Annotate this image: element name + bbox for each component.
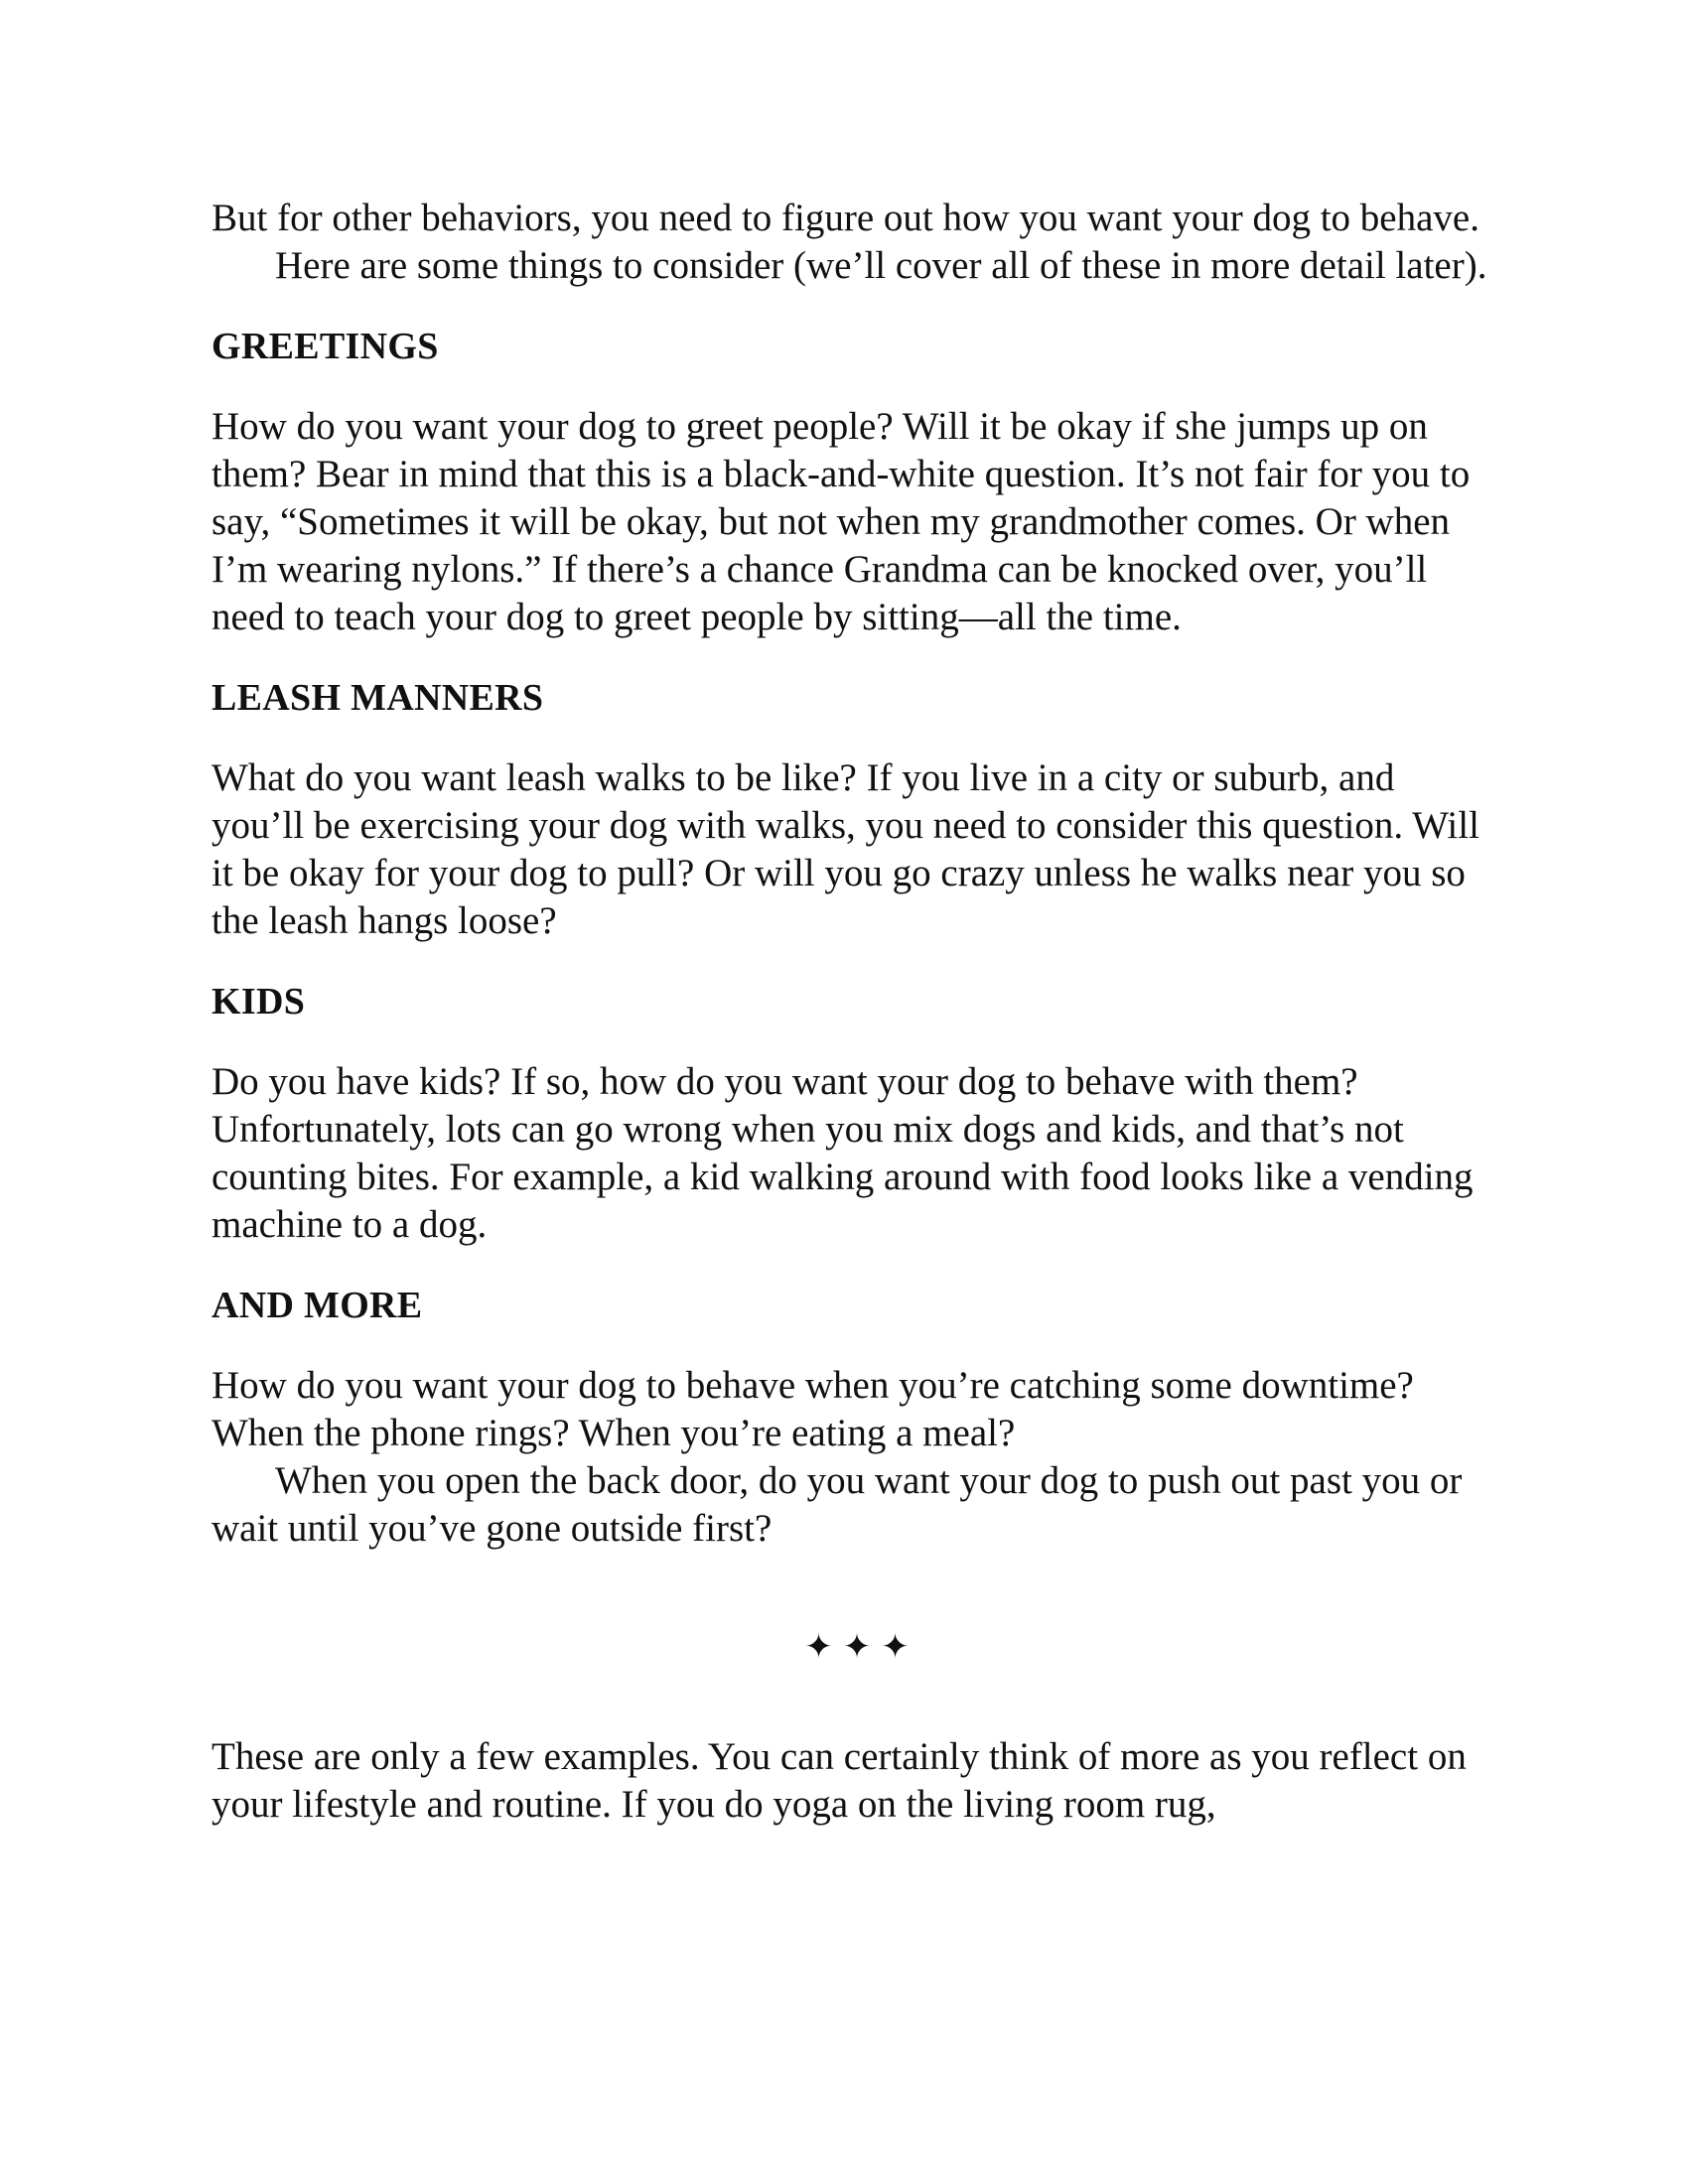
section-heading-leash-manners: LEASH MANNERS	[211, 677, 544, 719]
page-body	[211, 195, 1492, 1829]
section-heading-and-more: AND MORE	[211, 1285, 423, 1326]
intro-paragraph-1: But for other behaviors, you need to figure out how you want your dog to behave.	[211, 197, 1479, 239]
leash-manners-paragraph: What do you want leash walks to be like? If you live in a city or suburb, and you’ll be exercising your dog with walks, you need to consider this question. Will it be okay for your dog to pull? Or will you go crazy unless he walks near you so the leash hangs loose?	[211, 756, 1479, 942]
closing-paragraph: These are only a few examples. You can certainly think of more as you reflect on your lifestyle and routine. If you do yoga on the living room rug,	[211, 1735, 1467, 1826]
section-heading-kids: KIDS	[211, 981, 306, 1023]
kids-paragraph: Do you have kids? If so, how do you want your dog to behave with them? Unfortunately, lots can go wrong when you mix dogs and kids, and that’s not counting bites. For example, a kid walking around with food looks like a vending machine to a dog.	[211, 1060, 1474, 1246]
intro-paragraph-2: Here are some things to consider (we’ll cover all of these in more detail later).	[275, 244, 1487, 287]
section-heading-greetings: GREETINGS	[211, 326, 439, 367]
section-break-ornament: ✦✦✦	[804, 1629, 919, 1666]
greetings-paragraph: How do you want your dog to greet people? Will it be okay if she jumps up on them? Bear in mind that this is a black-and-white question. It’s not fair for you to say, “Sometimes it will be okay, but not when my grandmother comes. Or when I’m wearing nylons.” If there’s a chance Grandma can be knocked over, you’ll need to teach your dog to greet people by sitting—all the time.	[211, 405, 1471, 638]
and-more-paragraph-1: How do you want your dog to behave when you’re catching some downtime? When the phone rings? When you’re eating a meal?	[211, 1364, 1414, 1454]
and-more-paragraph-2: When you open the back door, do you want your dog to push out past you or wait until you’ve gone outside first?	[211, 1459, 1463, 1550]
